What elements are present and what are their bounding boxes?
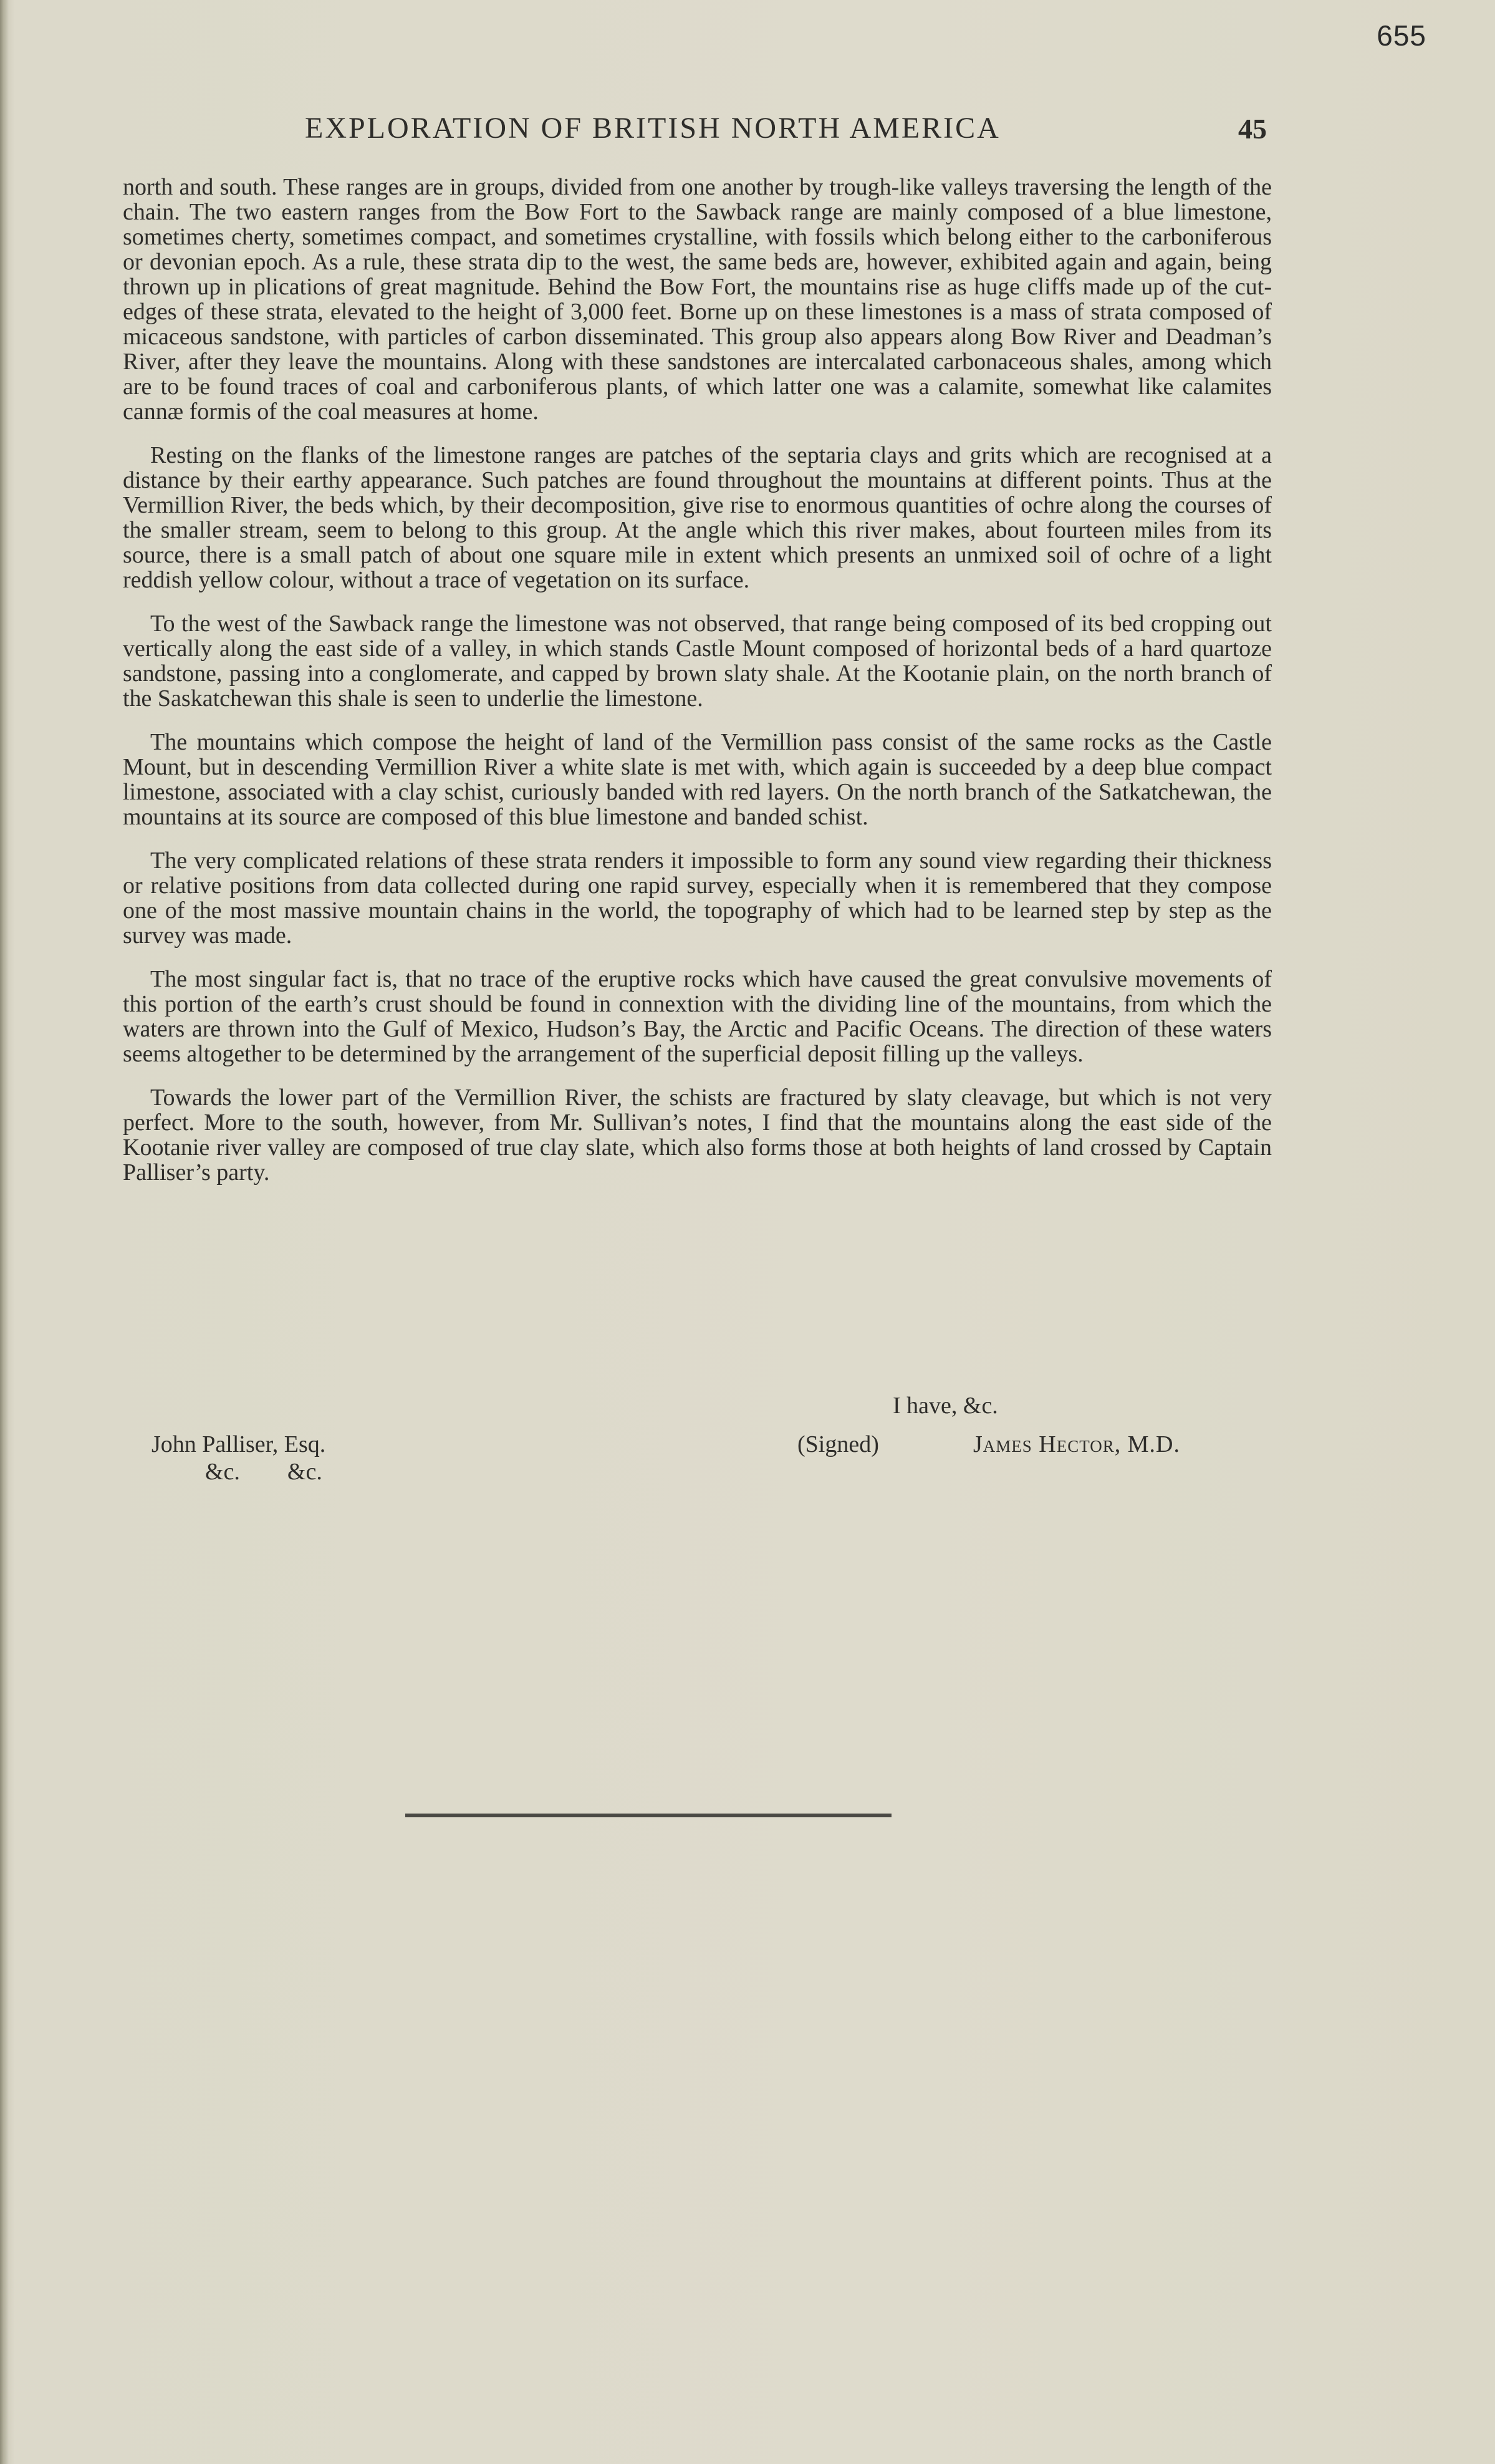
signed-label: (Signed) xyxy=(797,1431,879,1457)
letter-closing xyxy=(123,1384,1272,1497)
body-text xyxy=(123,175,1272,1204)
folio-number: 655 xyxy=(1377,19,1426,52)
running-title: EXPLORATION OF BRITISH NORTH AMERICA xyxy=(305,112,1001,145)
paragraph: The very complicated relations of these strata renders it impossible to form any sound view regarding their thickness or relative positions from data collected during one rapid survey, especially when it is remembered that they compose one of the most massive mountain chains in the world, the topography of which had to be learned step by step as the survey was made. xyxy=(123,848,1272,949)
paragraph: The most singular fact is, that no trace of the eruptive rocks which have caused the great convulsive movements of this portion of the earth’s crust should be found in connextion with the dividing line of the mountains, from which the waters are thrown into the Gulf of Mexico, Hudson’s Bay, the Arctic and Pacific Oceans. The direction of these waters seems altogether to be determined by the arrangement of the superficial deposit filling up the valleys. xyxy=(123,966,1272,1067)
paragraph: Resting on the flanks of the limestone ranges are patches of the septaria clays and grits which are recognised at a distance by their earthy appearance. Such patches are found throughout the mountains at different points. Thus at the Vermillion River, the beds which, by their decomposition, give rise to enormous quantities of ochre along the courses of the smaller stream, seem to belong to this group. At the angle which this river makes, about fourteen miles from its source, there is a small patch of about one square mile in extent which presents an unmixed soil of ochre of a light reddish yellow colour, without a trace of vegetation on its surface. xyxy=(123,442,1272,593)
salutation: I have, &c. xyxy=(893,1393,998,1419)
addressee-etc xyxy=(205,1458,322,1486)
signatory: James Hector, M.D. xyxy=(973,1431,1180,1457)
paragraph: The mountains which compose the height of land of the Vermillion pass consist of the same rocks as the Castle Mount, but in descending Vermillion River a white slate is met with, which again is succeeded by a deep blue compact limestone, associated with a clay schist, curiously banded with red layers. On the north branch of the Satkatchewan, the mountains at its source are composed of this blue limestone and banded schist. xyxy=(123,729,1272,830)
paragraph: Towards the lower part of the Vermillion River, the schists are fractured by slaty cleavage, but which is not very perfect. More to the south, however, from Mr. Sullivan’s notes, I find that the mountains along the east side of the Kootanie river valley are composed of true clay slate, which also forms those at both heights of land crossed by Captain Palliser’s party. xyxy=(123,1085,1272,1186)
binding-edge xyxy=(0,0,9,2464)
paragraph: To the west of the Sawback range the limestone was not observed, that range being composed of its bed cropping out vertically along the east side of a valley, in which stands Castle Mount composed of horizontal beds of a hard quartoze sandstone, passing into a conglomerate, and capped by brown slaty shale. At the Kootanie plain, on the north branch of the Saskatchewan this shale is seen to underlie the limestone. xyxy=(123,611,1272,712)
addressee-etc-text: &c. &c. xyxy=(205,1459,322,1485)
running-head xyxy=(123,111,1267,148)
page-number: 45 xyxy=(1238,113,1267,145)
paragraph: north and south. These ranges are in groups, divided from one another by trough-like valleys traversing the length of the chain. The two eastern ranges from the Bow Fort to the Sawback range are mainly composed of a blue limestone, sometimes cherty, sometimes compact, and sometimes crystalline, with fossils which belong either to the carboniferous or devonian epoch. As a rule, these strata dip to the west, the same beds are, however, exhibited again and again, being thrown up in plications of great magnitude. Behind the Bow Fort, the mountains rise as huge cliffs made up of the cut-edges of these strata, elevated to the height of 3,000 feet. Borne up on these limestones is a mass of strata composed of micaceous sandstone, with particles of carbon disseminated. This group also appears along Bow River and Deadman’s River, after they leave the mountains. Along with these sandstones are intercalated carbonaceous shales, among which are to be found traces of coal and carboniferous plants, of which latter one was a calamite, somewhat like calamites cannæ formis of the coal measures at home. xyxy=(123,174,1272,425)
end-rule xyxy=(405,1814,892,1817)
addressee: John Palliser, Esq. xyxy=(151,1431,326,1457)
